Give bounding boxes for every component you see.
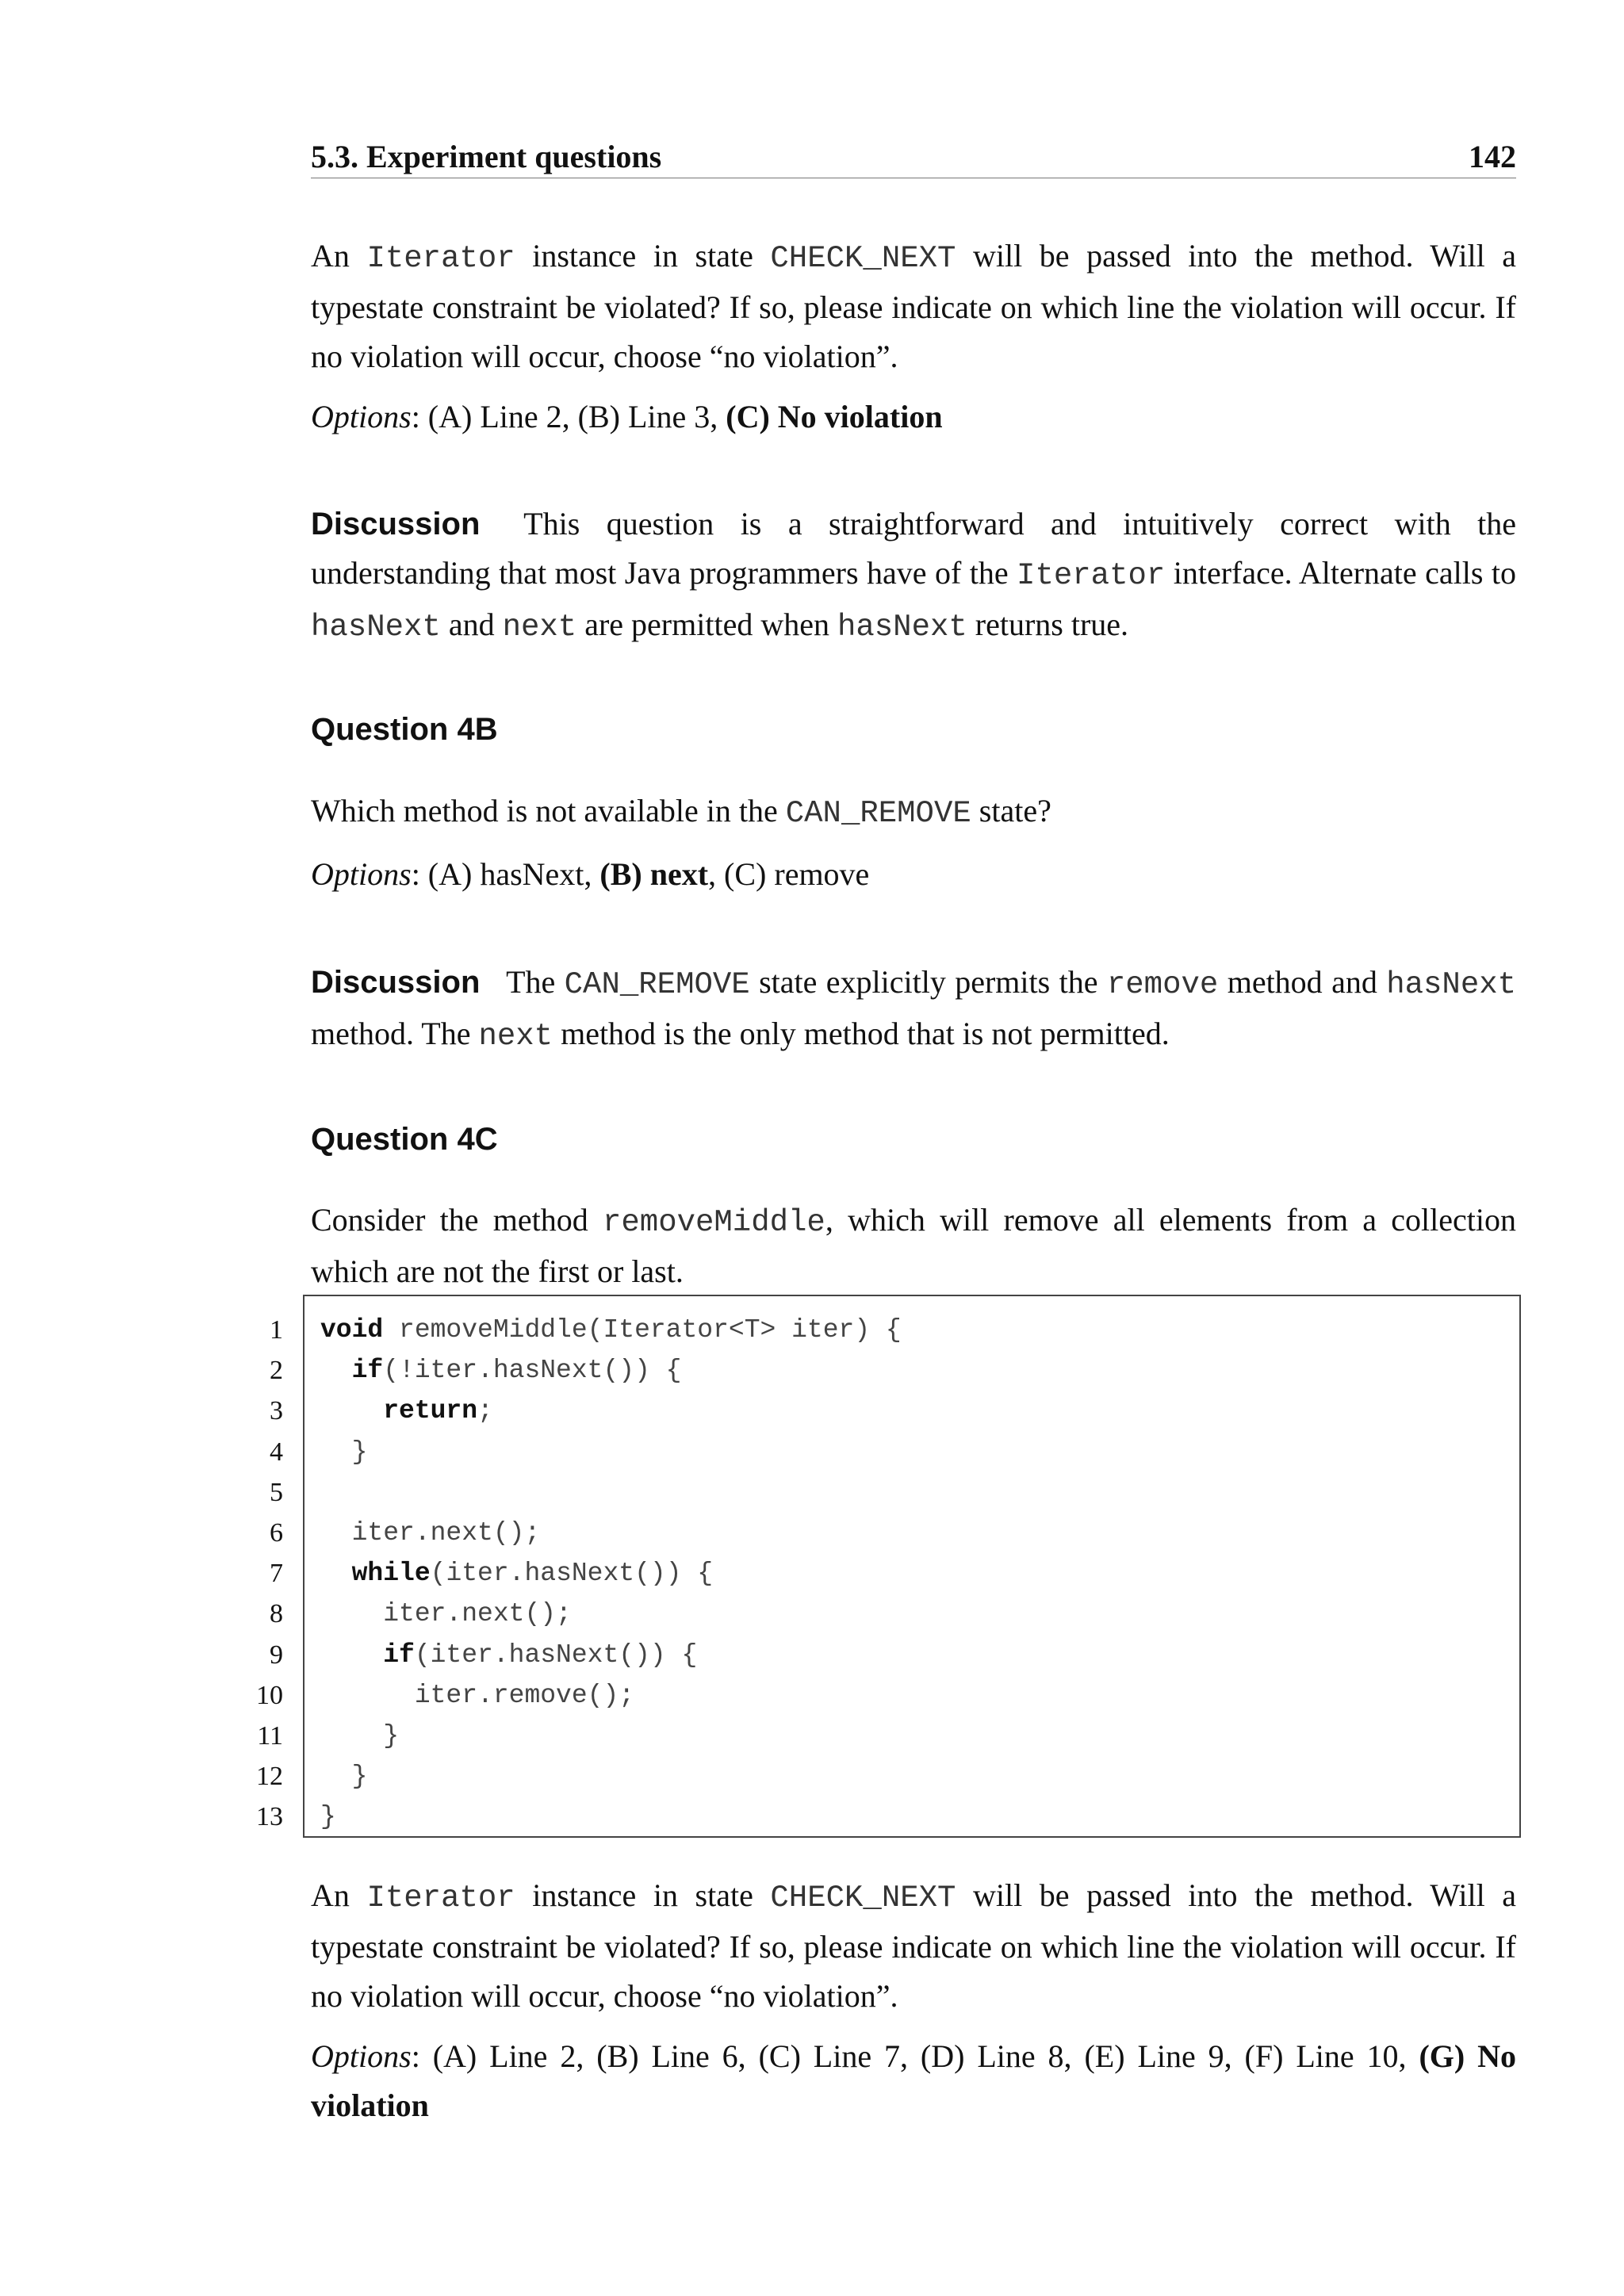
question-4b-heading: Question 4B (311, 712, 498, 747)
code-line: void removeMiddle(Iterator<T> iter) { (320, 1315, 902, 1345)
code-keyword: if (383, 1640, 415, 1670)
question-4c-heading: Question 4C (311, 1122, 498, 1157)
section-title: 5.3. Experiment questions (311, 139, 662, 174)
code-keyword: if (351, 1356, 384, 1385)
discussion-2: Discussion The CAN_REMOVE state explicitly permits the remove method and hasNext method. The next method is the only method that is not permitted. (311, 964, 1517, 1054)
code-line-number: 3 (270, 1396, 283, 1425)
code-keyword: while (351, 1559, 431, 1588)
code-line: return; (383, 1396, 493, 1425)
code-line-number: 1 (270, 1315, 283, 1345)
code-line-number: 12 (256, 1762, 283, 1791)
code-line-number: 6 (270, 1518, 283, 1548)
code-line-number: 8 (270, 1599, 283, 1628)
code-line-number: 11 (257, 1721, 283, 1751)
code-line: iter.next(); (351, 1518, 541, 1548)
question-4b-text: Which method is not available in the CAN_REMOVE state? (311, 793, 1051, 831)
discussion-label: Discussion (311, 507, 481, 541)
code-line: if(!iter.hasNext()) { (351, 1356, 682, 1385)
code-line: } (351, 1762, 368, 1791)
code-line: if(iter.hasNext()) { (383, 1640, 698, 1670)
running-header (311, 136, 1516, 178)
q4a-options: Options: (A) Line 2, (B) Line 3, (C) No violation (311, 399, 943, 434)
code-line-number: 5 (270, 1478, 283, 1507)
code-line: while(iter.hasNext()) { (351, 1559, 714, 1588)
code-line-number: 4 (270, 1437, 283, 1467)
page-number: 142 (1469, 139, 1516, 174)
code-line-number: 7 (270, 1559, 283, 1588)
code-keyword: void (320, 1315, 384, 1345)
code-line: } (383, 1721, 400, 1751)
question-4c-intro: Consider the method removeMiddle, which will remove all elements from a collection which are not the first or last. (311, 1202, 1517, 1289)
question-4c-violation-paragraph: An Iterator instance in state CHECK_NEXT will be passed into the method. Will a typestate constraint be violated? If so, please indicate on which line the violation will occur. If no violation will occur, choose “no violation”. (311, 1877, 1517, 2014)
code-line: } (351, 1437, 368, 1467)
code-line-number: 2 (270, 1356, 283, 1385)
code-keyword: return (383, 1396, 478, 1425)
question-4c-options: Options: (A) Line 2, (B) Line 6, (C) Line 7, (D) Line 8, (E) Line 9, (F) Line 10, (G) No violation (311, 2038, 1516, 2123)
code-line-number: 13 (256, 1802, 283, 1831)
code-line: } (320, 1802, 336, 1831)
discussion-label: Discussion (311, 965, 481, 1000)
code-line: iter.next(); (383, 1599, 572, 1628)
code-line-number: 10 (256, 1681, 283, 1710)
q4a-violation-paragraph: An Iterator instance in state CHECK_NEXT will be passed into the method. Will a typestate constraint be violated? If so, please indicate on which line the violation will occur. If no violation will occur, choose “no violation”. (311, 238, 1517, 374)
question-4b-options: Options: (A) hasNext, (B) next, (C) remove (311, 856, 870, 892)
discussion-1: Discussion This question is a straightforward and intuitively correct with the understanding that most Java programmers have of the Iterator interface. Alternate calls to hasNext and next are permitted when hasNext returns true. (311, 506, 1517, 645)
code-line: iter.remove(); (414, 1681, 635, 1710)
code-line-number: 9 (270, 1640, 283, 1670)
